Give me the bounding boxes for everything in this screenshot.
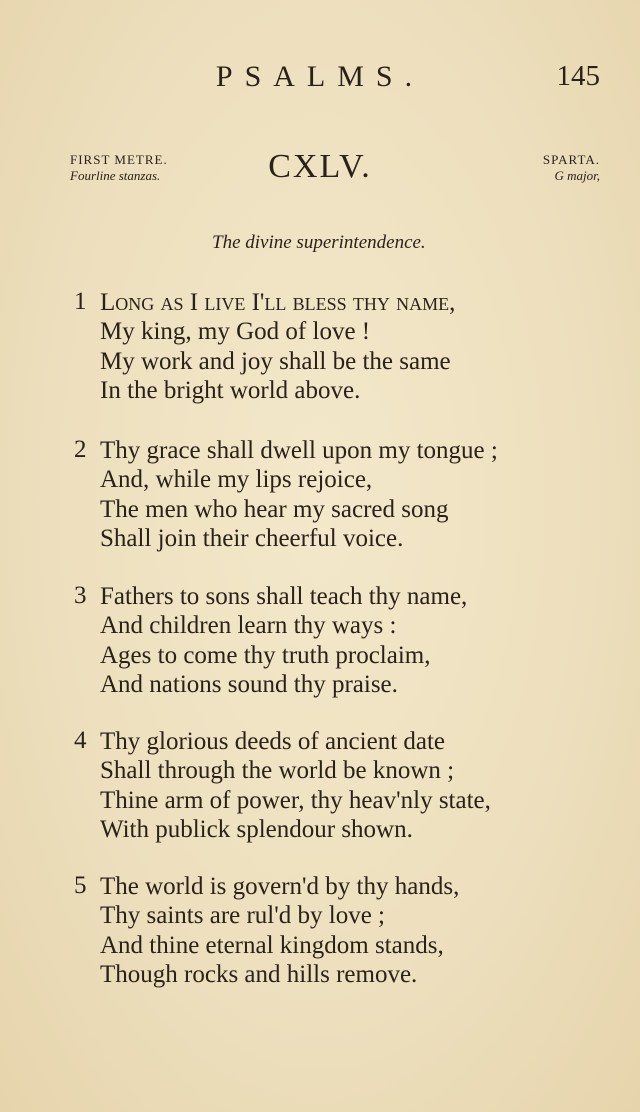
verse-line: Shall through the world be known ; — [100, 757, 455, 785]
psalm-subtitle: The divine superintendence. — [212, 232, 426, 253]
verse-line: Long as I live I'll bless thy name, — [100, 289, 456, 316]
verse-line: And thine eternal kingdom stands, — [100, 931, 444, 959]
verse-line: Ages to come thy truth proclaim, — [100, 641, 431, 669]
stanza-number: 3 — [74, 582, 87, 609]
verse-line: And, while my lips rejoice, — [100, 466, 373, 494]
stanza-3 — [74, 582, 594, 699]
verse-line: Fathers to sons shall teach thy name, — [100, 583, 468, 610]
key-label: G major, — [554, 168, 600, 183]
page-number: 145 — [556, 60, 600, 92]
verse-line: The world is govern'd by thy hands, — [100, 873, 460, 900]
verse-line: Thy grace shall dwell upon my tongue ; — [100, 437, 498, 464]
verse-line: Shall join their cheerful voice. — [100, 524, 404, 552]
verse-line: In the bright world above. — [100, 376, 361, 404]
tune-name: SPARTA. — [542, 152, 600, 167]
verse-line: With publick splendour shown. — [100, 815, 413, 843]
verse-line: Thy glorious deeds of ancient date — [100, 728, 446, 755]
stanza-5 — [74, 872, 594, 989]
stanza-2 — [74, 436, 594, 553]
stanza-1 — [74, 288, 594, 405]
metre-label: FIRST METRE. — [70, 152, 168, 167]
verse-line: Thine arm of power, thy heav'nly state, — [100, 786, 491, 814]
running-title: PSALMS. — [215, 60, 425, 93]
tune-info — [543, 152, 600, 184]
stanza-form-label: Fourline stanzas. — [70, 168, 161, 183]
verse-line: And children learn thy ways : — [100, 612, 397, 640]
verse-line: Thy saints are rul'd by love ; — [100, 902, 385, 930]
stanza-4 — [74, 727, 594, 844]
verse-line: Though rocks and hills remove. — [100, 960, 418, 988]
stanza-number: 5 — [74, 872, 87, 899]
verse-line: My king, my God of love ! — [100, 318, 371, 346]
verse-line: The men who hear my sacred song — [100, 495, 449, 523]
stanza-number: 1 — [74, 288, 87, 315]
stanza-number: 2 — [74, 436, 87, 463]
verse-line: My work and joy shall be the same — [100, 347, 451, 375]
stanza-number: 4 — [74, 727, 87, 754]
psalm-number: CXLV. — [268, 148, 372, 185]
verse-line: And nations sound thy praise. — [100, 670, 398, 698]
